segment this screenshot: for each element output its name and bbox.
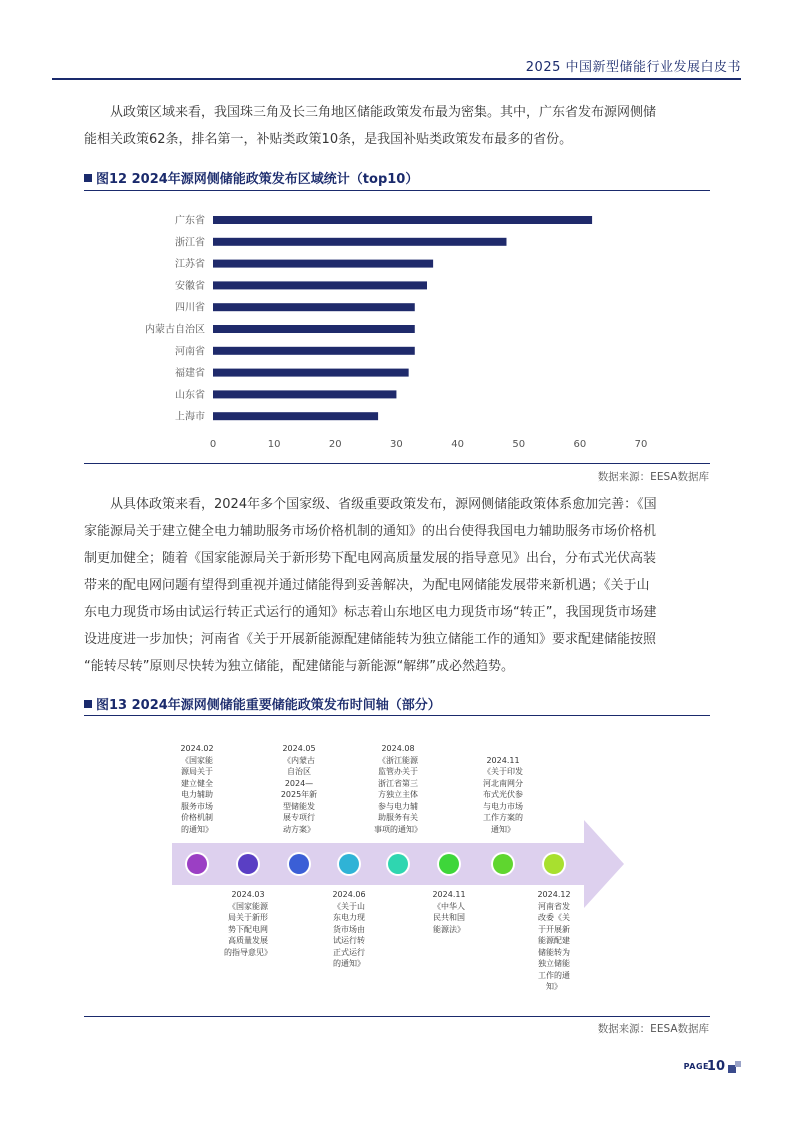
event-text-line: 局关于新形 [228, 913, 268, 922]
text-line: “能转尽转”原则尽快转为独立储能，配建储能与新能源“解绑”成必然趋势。 [84, 659, 514, 674]
event-text-line: 势下配电网 [228, 924, 268, 934]
event-text-line: 改委《关 [538, 913, 570, 922]
text-line: 设进度进一步加快；河南省《关于开展新能源配建储能转为独立储能工作的通知》要求配建储能按照 [84, 632, 657, 647]
event-text-line: 自治区 [287, 767, 311, 776]
text-line: 从具体政策来看，2024年多个国家级、省级重要政策发布，源网侧储能政策体系愈加完善：《国 [110, 497, 657, 512]
bar-1 [213, 238, 506, 246]
event-text-line: 2024— [284, 778, 314, 788]
event-date: 2024.12 [537, 890, 571, 899]
event-text-line: 服务市场 [181, 801, 213, 811]
event-text-line: 布式光伏参 [483, 790, 523, 799]
x-tick-label: 50 [512, 439, 526, 450]
figure-13-source: 数据来源：EESA数据库 [597, 1023, 709, 1035]
x-tick-label: 40 [451, 439, 464, 450]
event-text-line: 《关于印发 [483, 767, 523, 776]
policy-paragraph [84, 491, 710, 680]
timeline-dot [238, 854, 258, 874]
event-text-line: 助服务有关 [378, 813, 418, 822]
square-bullet-icon [84, 700, 92, 708]
event-text-line: 工作方案的 [483, 813, 523, 822]
x-tick-label: 30 [390, 439, 403, 450]
bar-4 [213, 303, 415, 311]
event-date: 2024.02 [180, 744, 214, 753]
timeline-dot [289, 854, 309, 874]
figure-12-title-text: 图12 2024年源网侧储能政策发布区域统计（top10） [96, 172, 419, 187]
event-text-line: 独立储能 [538, 959, 570, 968]
event-text-line: 河北南网分 [483, 778, 523, 788]
event-text-line: 参与电力辅 [378, 801, 418, 811]
event-text-line: 与电力市场 [483, 801, 523, 811]
event-text-line: 民共和国 [433, 913, 465, 922]
category-label: 内蒙古自治区 [145, 324, 205, 336]
x-tick-label: 60 [573, 439, 587, 450]
event-date: 2024.05 [282, 744, 316, 753]
event-text-line: 《国家能 [181, 755, 213, 765]
bar-8 [213, 390, 396, 398]
timeline-dot [187, 854, 207, 874]
x-tick-label: 0 [209, 439, 217, 450]
figure-13-title-text: 图13 2024年源网侧储能重要储能政策发布时间轴（部分） [96, 698, 441, 713]
event-text-line: 知》 [546, 982, 562, 991]
bar-6 [213, 347, 415, 355]
event-text-line: 方独立主体 [378, 790, 418, 799]
event-text-line: 价格机制 [181, 813, 213, 822]
category-label: 福建省 [175, 368, 205, 380]
figure-12-top-rule [84, 190, 710, 191]
region-bar-chart [84, 200, 710, 460]
event-text-line: 的通知》 [333, 959, 365, 968]
figure-12-source: 数据来源：EESA数据库 [597, 471, 709, 483]
event-text-line: 能源法》 [433, 924, 465, 934]
text-line: 带来的配电网问题有望得到重视并通过储能得到妥善解决，为配电网储能发展带来新机遇；《关于山 [84, 578, 650, 593]
event-text-line: 展专项行 [283, 813, 315, 822]
timeline-dot [388, 854, 408, 874]
event-text-line: 河南省发 [538, 901, 570, 911]
category-label: 上海市 [175, 411, 205, 423]
page-label: PAGE [683, 1062, 709, 1071]
bar-9 [213, 412, 378, 420]
event-text-line: 电力辅助 [181, 790, 213, 799]
bar-2 [213, 260, 433, 268]
event-text-line: 东电力现 [333, 913, 365, 922]
x-tick-label: 20 [328, 439, 342, 450]
event-date: 2024.06 [332, 890, 366, 899]
category-label: 广东省 [175, 215, 205, 227]
category-label: 浙江省 [175, 237, 205, 249]
figure-12-bottom-rule [84, 463, 710, 464]
event-text-line: 试运行转 [333, 936, 365, 945]
event-text-line: 工作的通 [538, 970, 570, 980]
event-text-line: 货市场由 [333, 924, 365, 934]
x-tick-label: 70 [634, 439, 648, 450]
bar-3 [213, 281, 427, 289]
timeline-event-bottom-3 [514, 889, 594, 993]
text-line: 家能源局关于建立健全电力辅助服务市场价格机制的通知》的出台使得我国电力辅助服务市场价格机 [84, 524, 657, 539]
event-text-line: 储能转为 [538, 947, 570, 957]
event-text-line: 《浙江能源 [378, 755, 418, 765]
event-date: 2024.03 [231, 890, 265, 899]
intro-paragraph [84, 99, 710, 153]
timeline-event-top-2 [358, 743, 438, 835]
page-square-light-icon [735, 1061, 741, 1067]
event-text-line: 《内蒙古 [283, 755, 315, 765]
event-text-line: 建立健全 [181, 778, 213, 788]
event-text-line: 能源配建 [538, 936, 570, 945]
timeline-event-bottom-2 [409, 889, 489, 935]
event-text-line: 通知》 [491, 824, 515, 834]
header-rule [52, 78, 741, 80]
event-text-line: 《中华人 [433, 901, 465, 911]
bar-0 [213, 216, 592, 224]
policy-timeline [84, 720, 710, 1010]
text-line: 制更加健全；随着《国家能源局关于新形势下配电网高质量发展的指导意见》出台，分布式光伏高装 [84, 551, 657, 566]
category-label: 山东省 [175, 389, 205, 401]
event-text-line: 的通知》 [181, 824, 213, 834]
event-text-line: 于开展新 [538, 924, 570, 934]
text-line: 从政策区域来看，我国珠三角及长三角地区储能政策发布最为密集。其中，广东省发布源网侧储 [110, 105, 657, 120]
event-text-line: 源局关于 [181, 767, 213, 776]
event-text-line: 《关于山 [333, 901, 365, 911]
event-text-line: 事项的通知》 [374, 824, 422, 834]
timeline-dot [339, 854, 359, 874]
event-text-line: 高质量发展 [228, 936, 268, 945]
timeline-dot [493, 854, 513, 874]
page-number: 10 [706, 1059, 725, 1074]
timeline-dot [544, 854, 564, 874]
event-date: 2024.11 [486, 755, 520, 765]
square-bullet-icon [84, 174, 92, 182]
category-label: 四川省 [175, 302, 205, 314]
event-text-line: 浙江省第三 [378, 778, 418, 788]
figure-13-title [84, 694, 710, 713]
text-line: 能相关政策62条，排名第一，补贴类政策10条，是我国补贴类政策发布最多的省份。 [84, 132, 573, 147]
timeline-event-bottom-0 [208, 889, 288, 958]
event-date: 2024.11 [432, 890, 466, 899]
event-text-line: 型储能发 [283, 801, 315, 811]
event-text-line: 正式运行 [333, 947, 365, 957]
event-text-line: 2025年新 [280, 790, 318, 799]
category-label: 河南省 [175, 346, 205, 358]
bar-7 [213, 369, 409, 377]
event-date: 2024.08 [381, 744, 415, 753]
text-line: 东电力现货市场由试运行转正式运行的通知》标志着山东地区电力现货市场“转正”，我国现货市场建 [84, 605, 657, 620]
event-text-line: 的指导意见》 [224, 947, 272, 957]
x-tick-label: 10 [267, 439, 281, 450]
timeline-event-top-0 [157, 743, 237, 835]
category-label: 安徽省 [175, 280, 205, 292]
event-text-line: 监管办关于 [378, 767, 418, 776]
header-title: 2025 中国新型储能行业发展白皮书 [525, 60, 741, 75]
timeline-dot [439, 854, 459, 874]
figure-12-title [84, 168, 710, 187]
timeline-event-top-1 [259, 743, 339, 835]
figure-13-top-rule [84, 715, 710, 716]
event-text-line: 动方案》 [283, 824, 315, 834]
event-text-line: 《国家能源 [228, 901, 268, 911]
category-label: 江苏省 [175, 259, 205, 271]
timeline-event-top-3 [463, 755, 543, 836]
bar-5 [213, 325, 415, 333]
timeline-event-bottom-1 [309, 889, 389, 970]
figure-13-bottom-rule [84, 1016, 710, 1017]
